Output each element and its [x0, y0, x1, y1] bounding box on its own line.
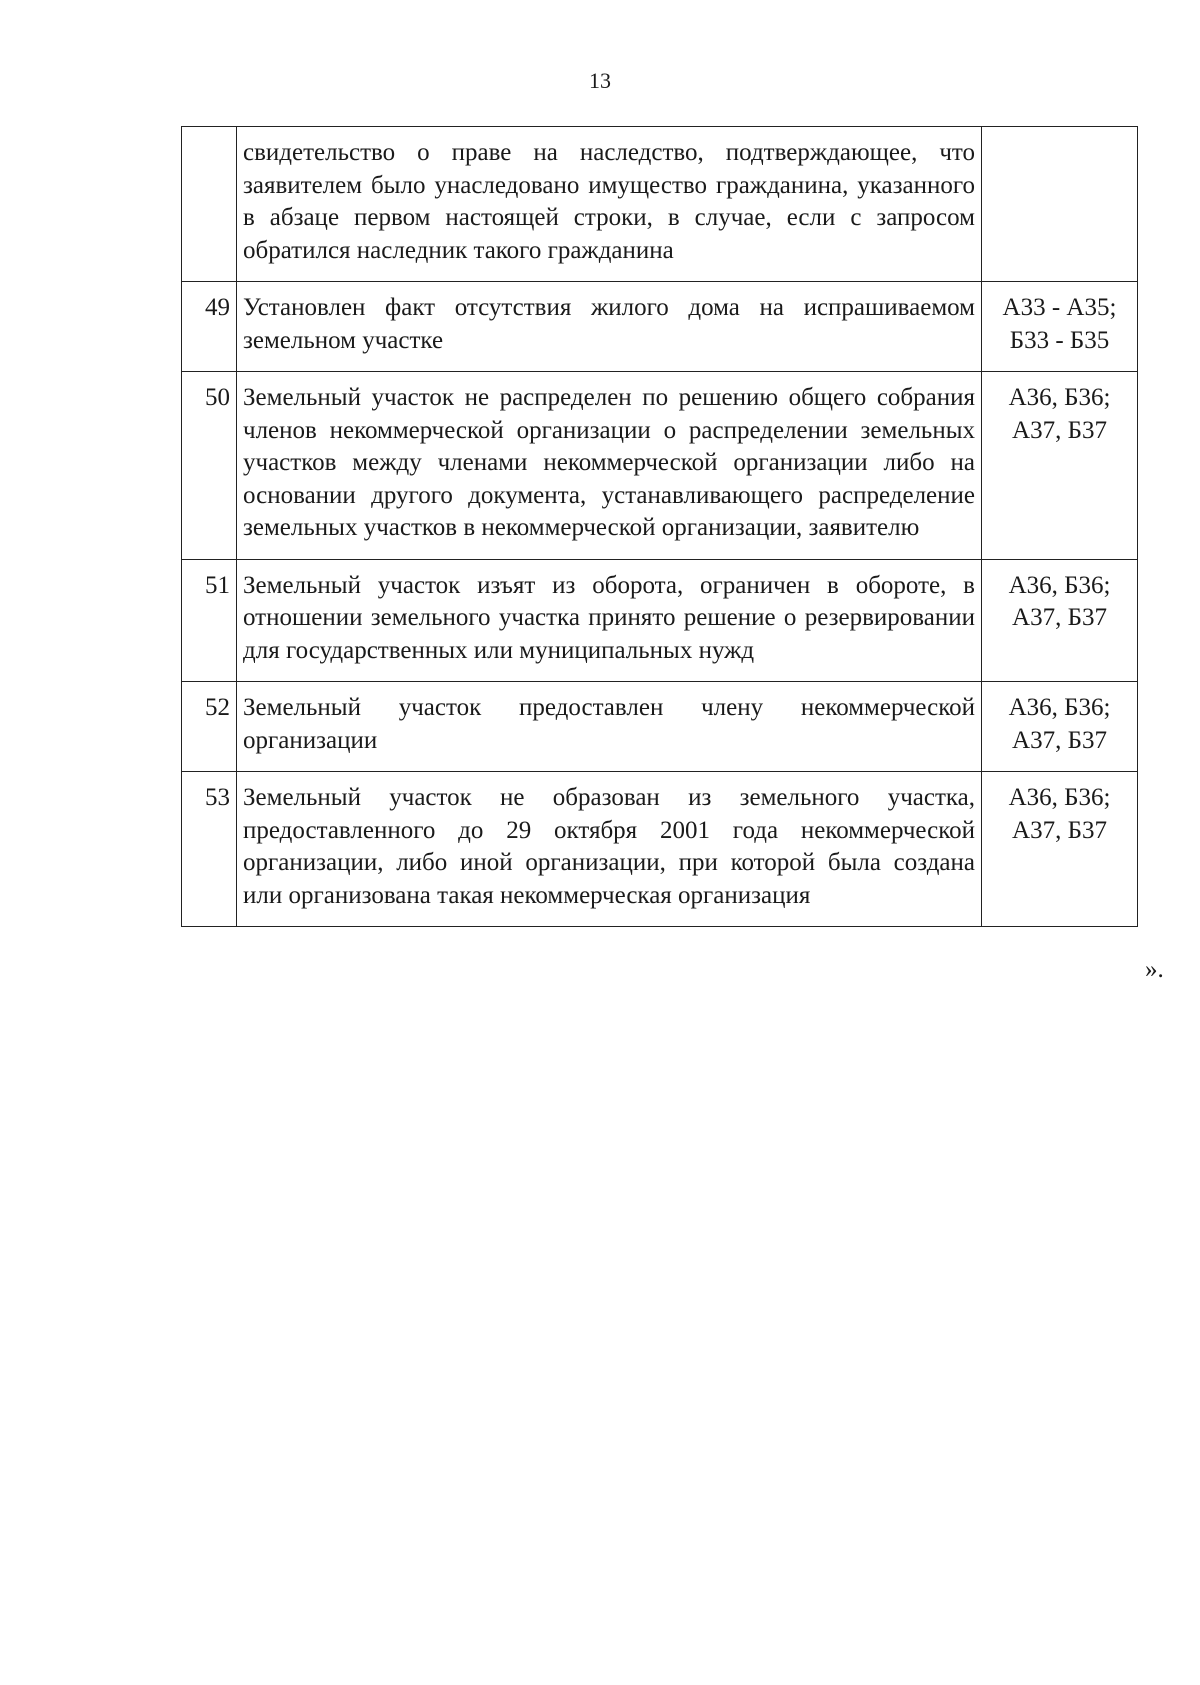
row-number: 52	[182, 682, 237, 772]
row-codes	[982, 682, 1138, 772]
row-code: Б33 - Б35	[1009, 326, 1110, 354]
row-number: 50	[182, 372, 237, 560]
row-text: Установлен факт отсутствия жилого дома на испрашиваемом земельном участке	[237, 282, 982, 372]
row-codes	[982, 282, 1138, 372]
row-text: свидетельство о праве на наследство, подтверждающее, что заявителем было унаследовано имущество гражданина, указанного в абзаце первом настоящей строки, в случае, если с запросом обратился наследник такого гражданина	[237, 127, 982, 282]
row-number: 49	[182, 282, 237, 372]
row-code: А37, Б37	[1012, 726, 1107, 754]
row-text: Земельный участок предоставлен члену некоммерческой организации	[237, 682, 982, 772]
row-text: Земельный участок не образован из земельного участка, предоставленного до 29 октября 2001 года некоммерческой организации, либо иной организации, при которой была создана или организована такая некоммерческая организация	[237, 772, 982, 927]
row-code: А37, Б37	[1012, 604, 1107, 631]
row-code: А36, Б36;	[1008, 571, 1111, 599]
row-code: А37, Б37	[1012, 816, 1107, 844]
row-code: А36, Б36;	[1008, 784, 1111, 811]
row-code: А37, Б37	[1012, 416, 1107, 444]
row-code: А36, Б36;	[1008, 694, 1111, 721]
page-number: 13	[589, 68, 611, 93]
table-row	[182, 127, 1138, 282]
row-number	[182, 127, 237, 282]
closing-quote-mark: ».	[1145, 956, 1164, 983]
table-row	[182, 559, 1138, 682]
row-codes	[982, 372, 1138, 560]
table-row	[182, 682, 1138, 772]
table-row	[182, 772, 1138, 927]
row-number: 53	[182, 772, 237, 927]
row-text: Земельный участок не распределен по решению общего собрания членов некоммерческой организации о распределении земельных участков между членами некоммерческой организации либо на основании другого документа, устанавливающего распределение земельных участков в некоммерческой организации, заявителю	[237, 372, 982, 560]
row-code: А33 - А35;	[1002, 294, 1117, 321]
table-row	[182, 372, 1138, 560]
document-table	[181, 126, 1138, 927]
row-codes	[982, 127, 1138, 282]
row-text: Земельный участок изъят из оборота, ограничен в обороте, в отношении земельного участка принято решение о резервировании для государственных или муниципальных нужд	[237, 559, 982, 682]
row-code: А36, Б36;	[1008, 384, 1111, 411]
table-row	[182, 282, 1138, 372]
row-codes	[982, 559, 1138, 682]
row-codes	[982, 772, 1138, 927]
row-number: 51	[182, 559, 237, 682]
